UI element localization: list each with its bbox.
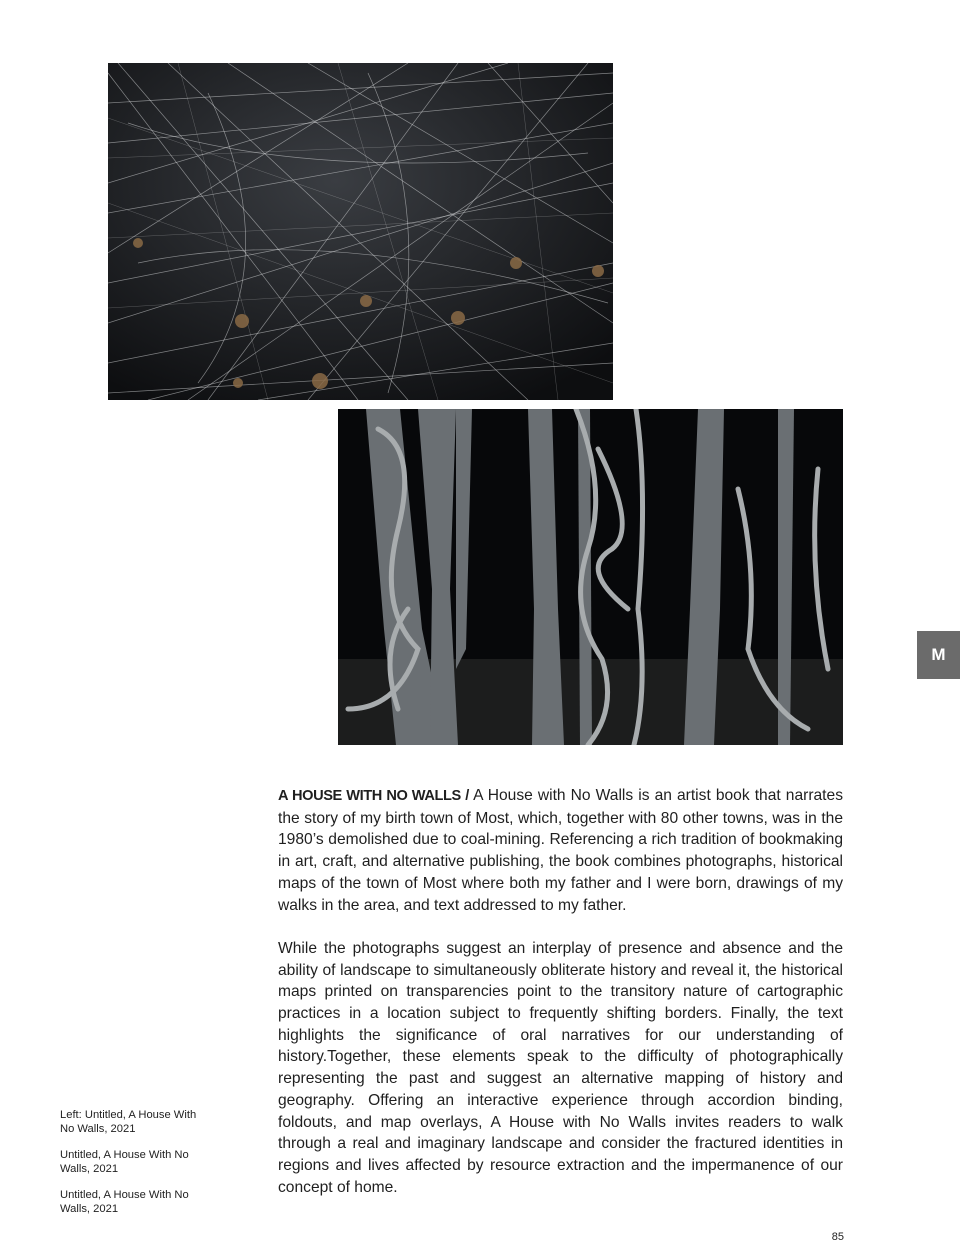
photo-captions bbox=[60, 1109, 200, 1229]
caption-3: Untitled, A House With No Walls, 2021 bbox=[60, 1189, 189, 1215]
caption-1: Left: Untitled, A House With No Walls, 2021 bbox=[60, 1109, 197, 1135]
section-tab: M bbox=[917, 631, 960, 679]
caption-2: Untitled, A House With No Walls, 2021 bbox=[60, 1149, 189, 1175]
article-body bbox=[278, 785, 843, 1220]
article-paragraph-1 bbox=[278, 785, 843, 916]
article-paragraph-2: While the photographs suggest an interplay of presence and absence and the ability of landscape to simultaneously obliterate history and reveal it, the historical maps printed on transparencies point to the transitory nature of cartographic practices in a location subject to frequently shifting borders. Finally, the text highlights the significance of oral narratives for our understanding of history.Together, these elements speak to the difficulty of photographically representing the past and suggest an alternative mapping of history and geography. Offering an interactive experience through accordion binding, foldouts, and map overlays, A House with No Walls invites readers to walk through a real and imaginary landscape and consider the fractured identities in regions and lives affected by resource extraction and the impermanence of our concept of home. bbox=[278, 939, 843, 1196]
article-lead-title: A HOUSE WITH NO WALLS / bbox=[278, 788, 469, 804]
article-paragraph-1-text: A House with No Walls is an artist book that narrates the story of my birth town of Most, which, together with 80 other towns, was in the 1980’s demolished due to coal-mining. Referencing a rich tradition of bookmaking in art, craft, and alternative publishing, the book combines photographs, historical maps of the town of Most where both my father and I were born, drawings of my walks in the area, and text addressed to my father. bbox=[278, 787, 843, 914]
photo-top bbox=[108, 63, 613, 400]
photo-bottom bbox=[338, 409, 843, 745]
page-number: 85 bbox=[831, 1231, 844, 1243]
